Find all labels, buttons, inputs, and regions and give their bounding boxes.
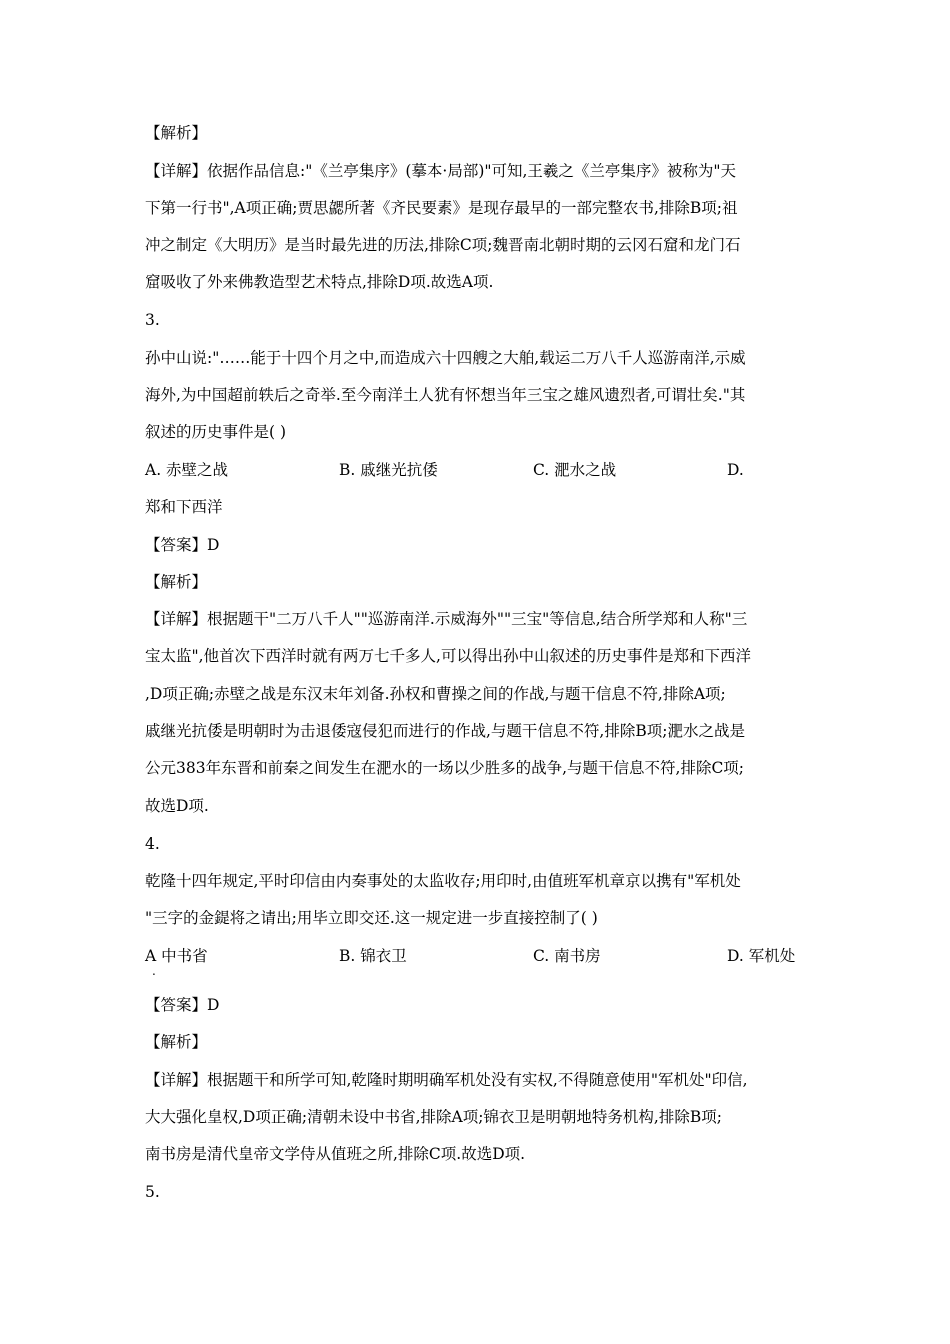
- q3-option-c: C. 淝水之战: [533, 461, 617, 479]
- q4-detail-line-3: 南书房是清代皇帝文学侍从值班之所,排除C项.故选D项.: [145, 1145, 526, 1163]
- q2-detail-line-3: 冲之制定《大明历》是当时最先进的历法,排除C项;魏晋南北朝时期的云冈石窟和龙门石: [145, 236, 741, 254]
- q3-number: 3.: [145, 311, 160, 329]
- q4-option-d: D. 军机处: [727, 947, 796, 965]
- q3-detail-line-1: 【详解】根据题干"二万八千人""巡游南洋.示威海外""三宝"等信息,结合所学郑和人称"三: [145, 610, 748, 628]
- q3-stem-line-3: 叙述的历史事件是( ): [145, 423, 287, 441]
- q3-option-a: A. 赤壁之战: [145, 461, 229, 479]
- q4-option-a-dot: .: [152, 964, 156, 978]
- q2-detail-line-4: 窟吸收了外来佛教造型艺术特点,排除D项.故选A项.: [145, 273, 494, 291]
- q4-analysis-tag: 【解析】: [145, 1033, 208, 1051]
- q4-stem-line-2: "三字的金鍉将之请出;用毕立即交还.这一规定进一步直接控制了( ): [145, 909, 598, 927]
- q3-option-d: D.: [727, 461, 744, 479]
- q2-detail-line-1: 【详解】依据作品信息:"《兰亭集序》(摹本·局部)"可知,王羲之《兰亭集序》被称为"天: [145, 162, 737, 180]
- q3-option-d-text: 郑和下西洋: [145, 498, 223, 516]
- q4-number: 4.: [145, 835, 160, 853]
- q4-stem-line-1: 乾隆十四年规定,平时印信由内奏事处的太监收存;用印时,由值班军机章京以携有"军机处: [145, 872, 741, 890]
- q3-detail-line-3: ,D项正确;赤壁之战是东汉末年刘备.孙权和曹操之间的作战,与题干信息不符,排除A项;: [145, 685, 726, 703]
- q3-detail-line-6: 故选D项.: [145, 797, 209, 815]
- q3-detail-line-2: 宝太监",他首次下西洋时就有两万七千多人,可以得出孙中山叙述的历史事件是郑和下西洋: [145, 647, 751, 665]
- q2-analysis-tag: 【解析】: [145, 124, 208, 142]
- q3-detail-line-5: 公元383年东晋和前秦之间发生在淝水的一场以少胜多的战争,与题干信息不符,排除C项;: [145, 759, 745, 777]
- q4-option-c: C. 南书房: [533, 947, 601, 965]
- q3-analysis-tag: 【解析】: [145, 573, 208, 591]
- q2-detail-line-2: 下第一行书",A项正确;贾思勰所著《齐民要素》是现存最早的一部完整农书,排除B项;祖: [145, 199, 738, 217]
- q4-option-a: A 中书省: [145, 947, 208, 965]
- q4-detail-line-2: 大大强化皇权,D项正确;清朝未设中书省,排除A项;锦衣卫是明朝地特务机构,排除B项;: [145, 1108, 722, 1126]
- q4-detail-line-1: 【详解】根据题干和所学可知,乾隆时期明确军机处没有实权,不得随意使用"军机处"印信,: [145, 1071, 748, 1089]
- q3-option-b: B. 戚继光抗倭: [339, 461, 438, 479]
- q3-answer: 【答案】D: [145, 536, 220, 554]
- q4-answer: 【答案】D: [145, 996, 220, 1014]
- q4-option-b: B. 锦衣卫: [339, 947, 407, 965]
- q3-stem-line-1: 孙中山说:"……能于十四个月之中,而造成六十四艘之大舶,载运二万八千人巡游南洋,示威: [145, 349, 746, 367]
- q5-number: 5.: [145, 1183, 160, 1201]
- q3-detail-line-4: 戚继光抗倭是明朝时为击退倭寇侵犯而进行的作战,与题干信息不符,排除B项;淝水之战是: [145, 722, 745, 740]
- q3-stem-line-2: 海外,为中国超前轶后之奇举.至今南洋土人犹有怀想当年三宝之雄风遗烈者,可谓壮矣."其: [145, 386, 746, 404]
